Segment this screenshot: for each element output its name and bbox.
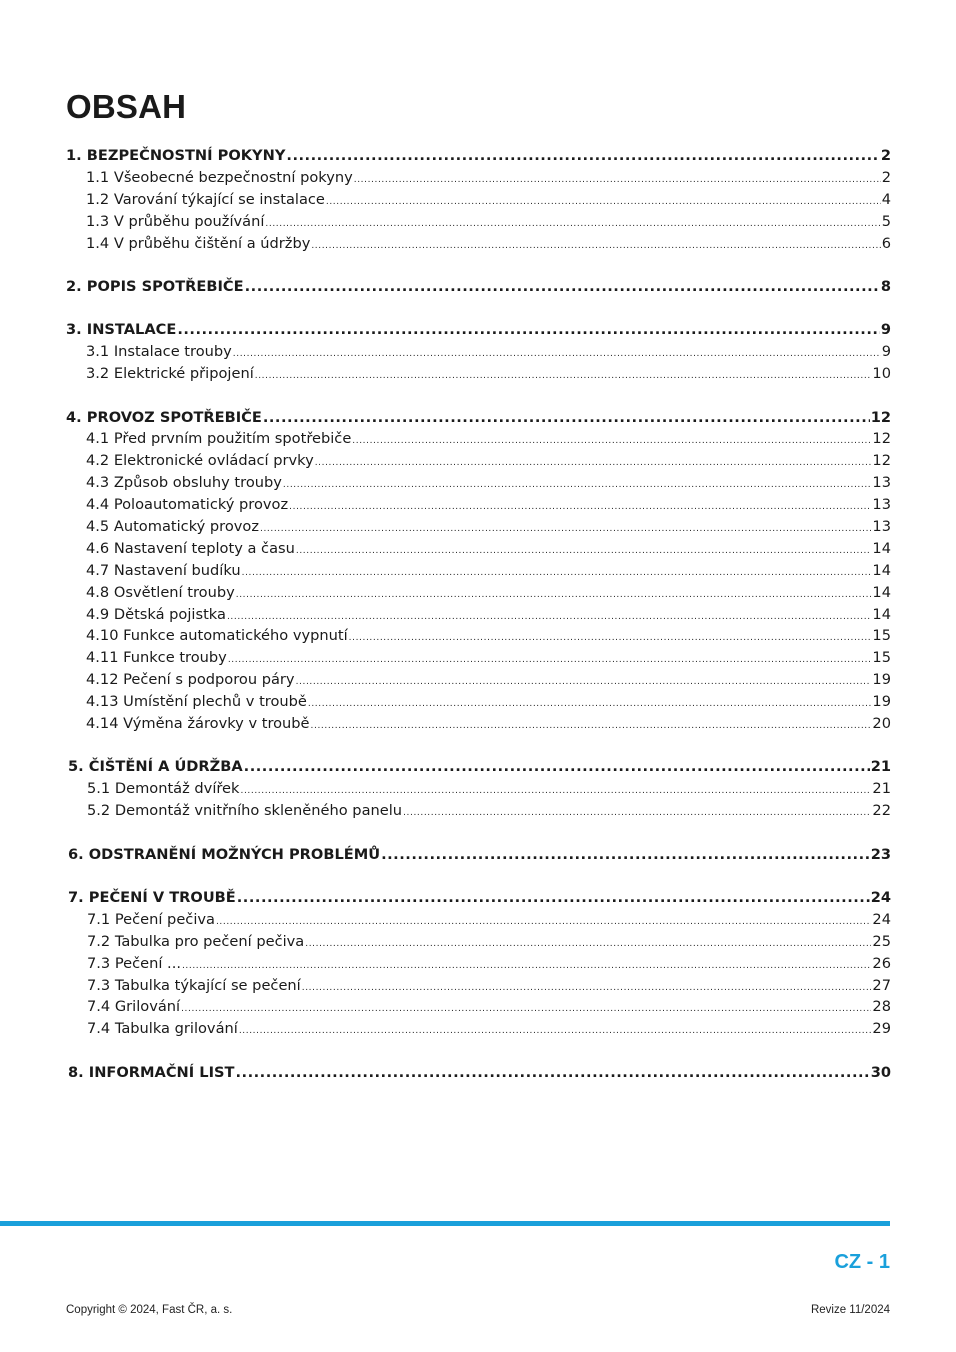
toc-label: 4.6 Nastavení teploty a času: [86, 539, 295, 557]
toc-entry-7-3b[interactable]: [66, 975, 891, 997]
toc-label: 4.9 Dětská pojistka: [86, 605, 226, 623]
toc-page: 8: [880, 277, 891, 295]
toc-page: 2: [881, 168, 891, 186]
toc-label: 7.1 Pečení pečiva: [87, 910, 215, 928]
toc-entry-4-11[interactable]: [66, 647, 891, 669]
toc-entry-5-2[interactable]: [66, 800, 891, 822]
toc-entry-7-4a[interactable]: [66, 996, 891, 1018]
dot-leader: [244, 756, 870, 778]
dot-leader: [311, 233, 880, 258]
toc-entry-4-1[interactable]: [66, 428, 891, 450]
toc-page: 22: [872, 802, 891, 820]
toc-label: 5.2 Demontáž vnitřního skleněného panelu: [87, 802, 403, 820]
toc-label: 3.2 Elektrické připojení: [86, 365, 254, 383]
toc-label: 1. BEZPEČNOSTNÍ POKYNY: [66, 147, 286, 164]
toc-entry-4-9[interactable]: [66, 604, 891, 626]
toc-label: 8. INFORMAČNÍ LIST: [68, 1063, 235, 1081]
toc-label: 5. ČIŠTĚNÍ A ÚDRŽBA: [68, 758, 243, 776]
toc-label: 2. POPIS SPOTŘEBIČE: [66, 277, 244, 295]
toc-entry-3-1[interactable]: [66, 341, 891, 363]
toc-entry-4-2[interactable]: [66, 450, 891, 472]
dot-leader: [403, 800, 871, 825]
toc-entry-1-4[interactable]: [66, 233, 891, 255]
toc-page: 29: [872, 1020, 891, 1038]
toc-entry-4-6[interactable]: [66, 538, 891, 560]
toc-entry-4-8[interactable]: [66, 582, 891, 604]
toc-page: 25: [872, 932, 891, 950]
toc-page: 15: [872, 649, 891, 667]
toc-entry-1-3[interactable]: [66, 211, 891, 233]
toc-page: 9: [880, 321, 891, 339]
toc-page: 14: [872, 539, 891, 557]
table-of-contents: [66, 145, 891, 1084]
toc-entry-7-2[interactable]: [66, 931, 891, 953]
toc-page: 26: [872, 954, 891, 972]
toc-section-8[interactable]: [66, 1062, 891, 1084]
toc-page: 14: [872, 583, 891, 601]
toc-page: 27: [872, 976, 891, 994]
dot-leader: [245, 276, 880, 298]
toc-label: 4.4 Poloautomatický provoz: [86, 496, 289, 514]
dot-leader: [239, 1018, 872, 1043]
toc-page: 9: [881, 343, 891, 361]
toc-page: 14: [872, 561, 891, 579]
dot-leader: [235, 1062, 869, 1084]
toc-label: 3. INSTALACE: [66, 321, 177, 339]
toc-label: 4.7 Nastavení budíku: [86, 561, 241, 579]
toc-page: 10: [872, 365, 891, 383]
toc-label: 4.3 Způsob obsluhy trouby: [86, 474, 282, 492]
toc-entry-4-12[interactable]: [66, 669, 891, 691]
toc-section-2[interactable]: [66, 276, 891, 298]
toc-section-3[interactable]: [66, 319, 891, 341]
toc-entry-1-1[interactable]: [66, 167, 891, 189]
toc-label: 4.10 Funkce automatického vypnutí: [86, 627, 348, 645]
toc-section-1[interactable]: [66, 145, 891, 167]
toc-label: 1.1 Všeobecné bezpečnostní pokyny: [86, 168, 353, 186]
toc-label: 7. PEČENÍ V TROUBĚ: [68, 888, 236, 906]
toc-page: 21: [872, 780, 891, 798]
toc-entry-7-3a[interactable]: [66, 953, 891, 975]
toc-page: 23: [870, 845, 891, 863]
toc-page: 4: [881, 190, 891, 208]
toc-label: 4.2 Elektronické ovládací prvky: [86, 452, 314, 470]
toc-label: 7.4 Tabulka grilování: [87, 1020, 238, 1038]
revision-label: Revize 11/2024: [810, 1304, 890, 1316]
dot-leader: [263, 407, 870, 429]
toc-label: 1.4 V průběhu čištění a údržby: [86, 234, 311, 252]
toc-entry-1-2[interactable]: [66, 189, 891, 211]
toc-page: 30: [870, 1063, 891, 1081]
toc-page: 28: [872, 998, 891, 1016]
toc-page: 2: [880, 147, 891, 164]
toc-page: 12: [870, 408, 891, 426]
toc-page: 21: [870, 758, 891, 776]
toc-label: 4.5 Automatický provoz: [86, 517, 259, 535]
toc-entry-4-7[interactable]: [66, 560, 891, 582]
dot-leader: [255, 363, 872, 388]
dot-leader: [286, 145, 879, 167]
toc-page: 24: [870, 888, 891, 906]
toc-page: 13: [872, 496, 891, 514]
page-number: CZ - 1: [834, 1251, 890, 1273]
toc-entry-4-4[interactable]: [66, 494, 891, 516]
toc-label: 4.8 Osvětlení trouby: [86, 583, 235, 601]
toc-label: 4.14 Výměna žárovky v troubě: [86, 714, 310, 732]
toc-section-4[interactable]: [66, 407, 891, 429]
toc-label: 1.3 V průběhu používání: [86, 212, 265, 230]
toc-entry-7-4b[interactable]: [66, 1018, 891, 1040]
toc-label: 6. ODSTRANĚNÍ MOŽNÝCH PROBLÉMŮ: [68, 845, 381, 863]
toc-label: 5.1 Demontáž dvířek: [87, 780, 240, 798]
toc-label: 4.1 Před prvním použitím spotřebiče: [86, 430, 352, 448]
toc-entry-3-2[interactable]: [66, 363, 891, 385]
dot-leader: [177, 319, 880, 341]
toc-entry-4-14[interactable]: [66, 713, 891, 735]
toc-entry-7-1[interactable]: [66, 909, 891, 931]
toc-label: 3.1 Instalace trouby: [86, 343, 232, 361]
dot-leader: [311, 713, 872, 738]
toc-label: 7.2 Tabulka pro pečení pečiva: [87, 932, 305, 950]
toc-label: 4. PROVOZ SPOTŘEBIČE: [66, 408, 262, 426]
toc-entry-4-3[interactable]: [66, 472, 891, 494]
toc-section-6[interactable]: [66, 844, 891, 866]
toc-label: 4.11 Funkce trouby: [86, 649, 227, 667]
dot-leader: [237, 887, 870, 909]
toc-page: 5: [881, 212, 891, 230]
toc-label: 1.2 Varování týkající se instalace: [86, 190, 325, 208]
page-title: OBSAH: [66, 88, 187, 125]
toc-entry-5-1[interactable]: [66, 778, 891, 800]
toc-entry-4-13[interactable]: [66, 691, 891, 713]
footer-divider: [0, 1221, 890, 1226]
toc-label: 4.13 Umístění plechů v troubě: [86, 693, 307, 711]
toc-label: 7.3 Tabulka týkající se pečení: [87, 976, 301, 994]
toc-page: 13: [872, 474, 891, 492]
dot-leader: [381, 844, 870, 866]
toc-page: 19: [872, 671, 891, 689]
toc-entry-4-5[interactable]: [66, 516, 891, 538]
toc-page: 12: [872, 430, 891, 448]
toc-page: 19: [872, 693, 891, 711]
toc-label: 7.4 Grilování: [87, 998, 181, 1016]
toc-label: 4.12 Pečení s podporou páry: [86, 671, 295, 689]
toc-page: 14: [872, 605, 891, 623]
toc-page: 13: [872, 517, 891, 535]
toc-page: 15: [872, 627, 891, 645]
toc-label: 7.3 Pečení ...: [87, 954, 181, 972]
copyright-notice: Copyright © 2024, Fast ČR, a. s.: [66, 1304, 233, 1316]
toc-section-7[interactable]: [66, 887, 891, 909]
toc-page: 24: [872, 910, 891, 928]
toc-entry-4-10[interactable]: [66, 625, 891, 647]
toc-section-5[interactable]: [66, 756, 891, 778]
toc-page: 20: [872, 714, 891, 732]
toc-page: 12: [872, 452, 891, 470]
toc-page: 6: [881, 234, 891, 252]
